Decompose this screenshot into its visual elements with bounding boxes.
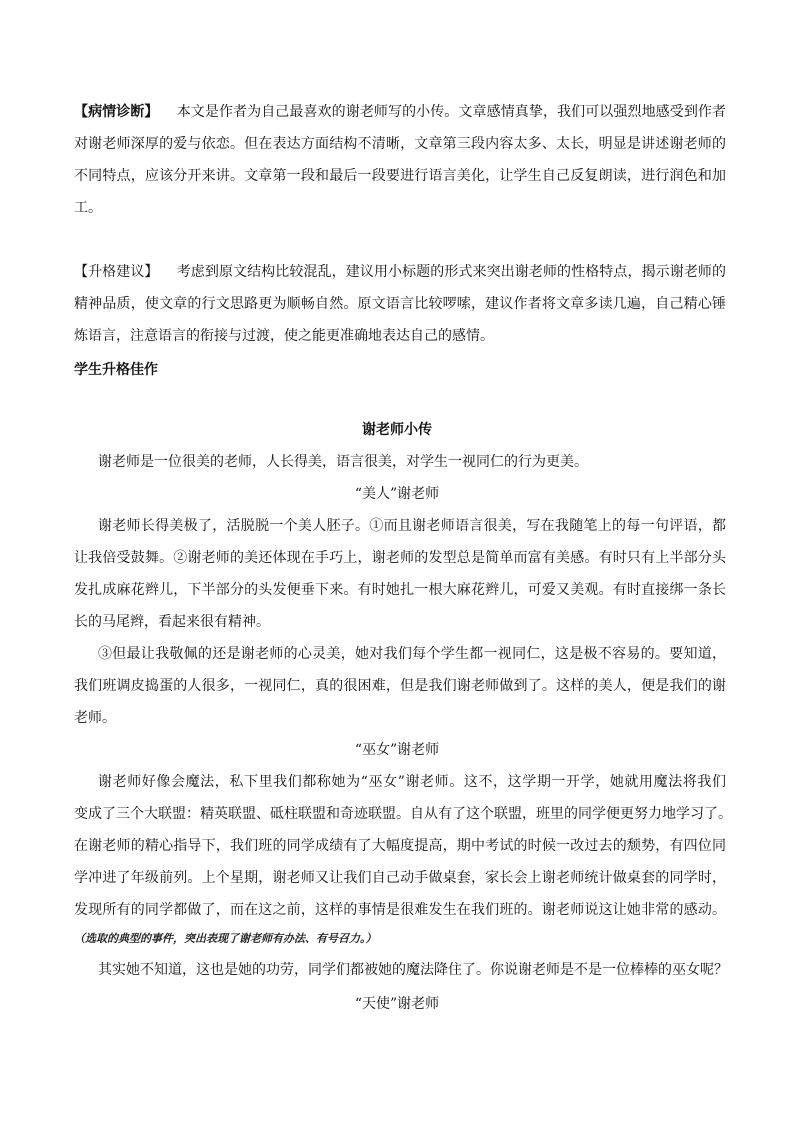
p2-line-3: 老师。 [74,710,116,726]
suggestion-line-1 [74,262,726,282]
subheading-beauty: “美人”谢老师 [354,486,440,502]
editor-note: （选取的典型的事件，突出表现了谢老师有办法、有号召力。） [74,932,377,945]
essay-title: 谢老师小传 [362,422,432,438]
diagnosis-line-2: 对谢老师深厚的爱与依恋。但在表达方面结构不清晰，文章第三段内容太多、太长，明显是讲述谢老师的 [74,136,726,152]
essay-intro: 谢老师是一位很美的老师，人长得美，语言很美，对学生一视同仁的行为更美。 [98,454,588,470]
p2-line-2: 我们班调皮捣蛋的人很多，一视同仁，真的很困难，但是我们谢老师做到了。这样的美人，便是我们的谢 [74,678,726,694]
p4-line-1: 其实她不知道，这也是她的功劳，同学们都被她的魔法降住了。你说谢老师是不是一位棒棒的巫女呢？ [98,962,728,978]
p1-line-4: 长的马尾辫，看起来很有精神。 [74,614,270,630]
p1-line-1: 谢老师长得美极了，活脱脱一个美人胚子。①而且谢老师语言很美，写在我随笔上的每一句评语，都 [98,518,726,534]
p3-line-2: 变成了三个大联盟：精英联盟、砥柱联盟和奇迹联盟。自从有了这个联盟，班里的同学便更努力地学习了。 [74,806,732,822]
section-heading: 学生升格佳作 [74,362,158,378]
diagnosis-line-3: 不同特点，应该分开来讲。文章第一段和最后一段要进行语言美化，让学生自己反复朗读，进行润色和加 [74,168,726,184]
p3-line-1: 谢老师好像会魔法，私下里我们都称她为“巫女”谢老师。这不，这学期一开学，她就用魔法将我们 [98,774,726,790]
diagnosis-text-1: 本文是作者为自己最喜欢的谢老师写的小传。文章感情真挚，我们可以强烈地感受到作者 [176,104,727,120]
p1-line-3: 发扎成麻花辫儿，下半部分的头发便垂下来。有时她扎一根大麻花辫儿，可爱又美观。有时直接绑一条长 [74,582,726,598]
suggestion-line-2: 精神品质，使文章的行文思路更为顺畅自然。原文语言比较啰嗦，建议作者将文章多读几遍，自己精心锤 [74,296,726,312]
diagnosis-label: 【病情诊断】 [74,104,159,120]
subheading-witch: “巫女”谢老师 [354,742,440,758]
p2-line-1: ③但最让我敬佩的还是谢老师的心灵美，她对我们每个学生都一视同仁，这是极不容易的。要知道， [98,646,726,662]
p3-line-4: 学冲进了年级前列。上个星期，谢老师又让我们自己动手做桌套，家长会上谢老师统计做桌套的同学时， [74,870,726,886]
subheading-angel: “天使”谢老师 [354,996,440,1012]
p3-line-3: 在谢老师的精心指导下，我们班的同学成绩有了大幅度提高，期中考试的时候一改过去的颓势，有四位同 [74,838,726,854]
suggestion-line-3: 炼语言，注意语言的衔接与过渡，使之能更准确地表达自己的感情。 [74,328,494,344]
suggestion-text-1: 考虑到原文结构比较混乱，建议用小标题的形式来突出谢老师的性格特点，揭示谢老师的 [176,264,727,280]
diagnosis-line-1 [74,102,726,122]
p1-line-2: 让我倍受鼓舞。②谢老师的美还体现在手巧上，谢老师的发型总是简单而富有美感。有时只有上半部分头 [74,550,726,566]
diagnosis-line-4: 工。 [74,200,102,216]
p3-line-5: 发现所有的同学都做了，而在这之前，这样的事情是很难发生在我们班的。谢老师说这让她非常的感动。 [74,902,726,918]
suggestion-label: 【升格建议】 [74,264,159,280]
